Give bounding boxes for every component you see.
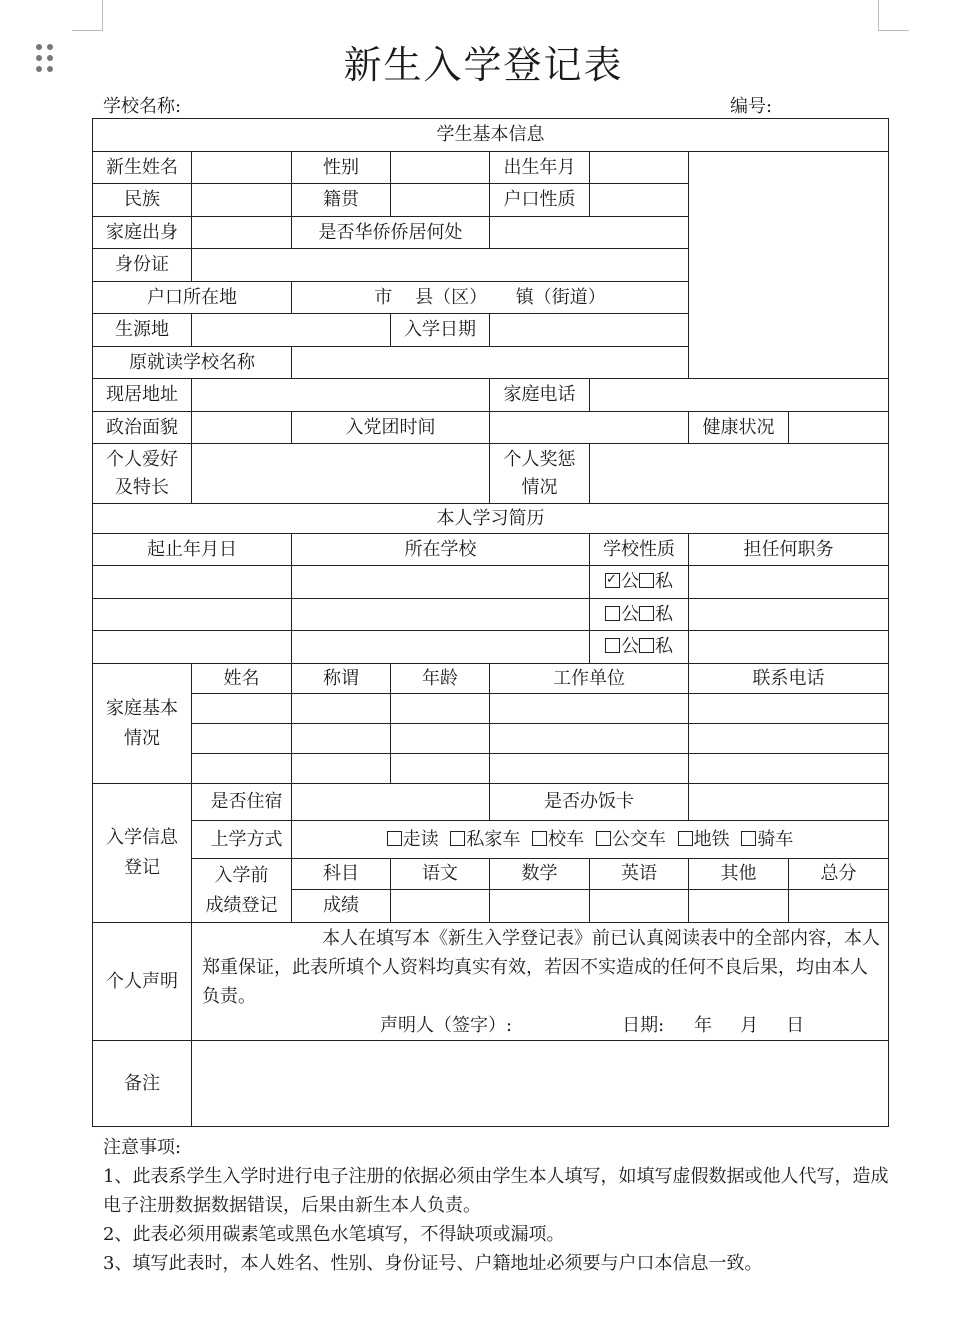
label-gender: 性别: [292, 152, 391, 184]
note-item: 1、此表系学生入学时进行电子注册的依据必须由学生本人填写，如填写虚假数据或他人代写，造成电子注册数据数据错误，后果由新生本人负责。: [103, 1166, 889, 1216]
field-meal-card[interactable]: [689, 784, 889, 821]
signature-field[interactable]: [512, 1011, 622, 1040]
header-position: 担任何职务: [689, 534, 889, 566]
field-study-period[interactable]: [93, 566, 292, 599]
field-age[interactable]: [391, 724, 490, 754]
field-family-name[interactable]: [192, 754, 292, 784]
private-checkbox[interactable]: [639, 606, 654, 621]
field-hobby[interactable]: [192, 444, 490, 504]
field-party-time[interactable]: [490, 412, 689, 444]
field-source[interactable]: [192, 314, 391, 347]
header-workplace: 工作单位: [490, 664, 689, 694]
school-name-label: 学校名称:: [103, 96, 182, 117]
header-contact-phone: 联系电话: [689, 664, 889, 694]
label-enroll-date: 入学日期: [391, 314, 490, 347]
label-family: 家庭基本情况: [93, 664, 192, 784]
field-hukou-location[interactable]: [292, 282, 689, 314]
field-family-name[interactable]: [192, 694, 292, 724]
field-workplace[interactable]: [490, 754, 689, 784]
field-score-chinese[interactable]: [391, 890, 490, 923]
label-boarding: 是否住宿: [192, 784, 292, 821]
declaration-content: [192, 923, 889, 1041]
label-ethnicity: 民族: [93, 184, 192, 217]
subject-chinese: 语文: [391, 859, 490, 890]
school-type-options: 公 私: [590, 599, 689, 631]
field-overseas[interactable]: [490, 217, 689, 249]
field-remarks[interactable]: [192, 1041, 889, 1127]
note-item: 2、此表必须用碳素笔或黑色水笔填写，不得缺项或漏项。: [103, 1224, 565, 1245]
field-family-name[interactable]: [192, 724, 292, 754]
field-id-card[interactable]: [192, 249, 689, 282]
declaration-text: 本人在填写本《新生入学登记表》前已认真阅读表中的全部内容，本人郑重保证，此表所填个人资料均真实有效，若因不实造成的任何不良后果，均由本人负责。: [202, 927, 880, 1007]
field-student-name[interactable]: [192, 152, 292, 184]
signer-label: 声明人（签字）:: [380, 1014, 513, 1036]
photo-area[interactable]: [689, 152, 889, 379]
commute-bus-checkbox[interactable]: [596, 831, 611, 846]
commute-car-checkbox[interactable]: [450, 831, 465, 846]
label-hukou-type: 户口性质: [490, 184, 590, 217]
notes-section: [103, 1133, 893, 1278]
label-hobby: 个人爱好 及特长: [93, 444, 192, 504]
private-checkbox[interactable]: [639, 638, 654, 653]
field-workplace[interactable]: [490, 724, 689, 754]
commute-bike-checkbox[interactable]: [741, 831, 756, 846]
commute-options: 走读 私家车 校车 公交车 地铁 骑车: [292, 821, 889, 859]
field-score-math[interactable]: [490, 890, 590, 923]
label-declaration: 个人声明: [93, 923, 192, 1041]
label-birth: 出生年月: [490, 152, 590, 184]
field-study-school[interactable]: [292, 599, 590, 631]
label-id-card: 身份证: [93, 249, 192, 282]
hukou-county: 县（区）: [415, 286, 488, 308]
header-age: 年龄: [391, 664, 490, 694]
field-score-english[interactable]: [590, 890, 689, 923]
field-health[interactable]: [789, 412, 889, 444]
label-meal-card: 是否办饭卡: [490, 784, 689, 821]
label-home-phone: 家庭电话: [490, 379, 590, 412]
header-school-type: 学校性质: [590, 534, 689, 566]
subject-total: 总分: [789, 859, 889, 890]
hukou-city: 市: [374, 286, 393, 308]
note-item: 3、填写此表时，本人姓名、性别、身份证号、户籍地址必须要与户口本信息一致。: [103, 1253, 763, 1274]
label-overseas: 是否华侨侨居何处: [292, 217, 490, 249]
field-contact-phone[interactable]: [689, 694, 889, 724]
field-political[interactable]: [192, 412, 292, 444]
section-study-history: 本人学习简历: [93, 504, 889, 534]
field-address[interactable]: [192, 379, 490, 412]
field-home-phone[interactable]: [590, 379, 889, 412]
public-checkbox[interactable]: [605, 638, 620, 653]
field-birth[interactable]: [590, 152, 689, 184]
field-relation[interactable]: [292, 694, 391, 724]
public-checkbox[interactable]: [605, 606, 620, 621]
label-health: 健康状况: [689, 412, 789, 444]
header-school: 所在学校: [292, 534, 590, 566]
label-awards: 个人奖惩 情况: [490, 444, 590, 504]
label-enroll-info: 入学信息登记: [93, 784, 192, 923]
label-political: 政治面貌: [93, 412, 192, 444]
commute-walk-checkbox[interactable]: [387, 831, 402, 846]
header-period: 起止年月日: [93, 534, 292, 566]
field-study-period[interactable]: [93, 599, 292, 631]
field-awards[interactable]: [590, 444, 889, 504]
subject-english: 英语: [590, 859, 689, 890]
label-address: 现居地址: [93, 379, 192, 412]
field-workplace[interactable]: [490, 694, 689, 724]
field-hukou-type[interactable]: [590, 184, 689, 217]
date-month: 月: [740, 1014, 759, 1036]
label-party-time: 入党团时间: [292, 412, 490, 444]
field-score-total[interactable]: [789, 890, 889, 923]
label-native-place: 籍贯: [292, 184, 391, 217]
field-relation[interactable]: [292, 724, 391, 754]
notes-heading: 注意事项:: [103, 1137, 182, 1158]
section-basic-info: 学生基本信息: [93, 119, 889, 152]
field-study-school[interactable]: [292, 566, 590, 599]
field-contact-phone[interactable]: [689, 754, 889, 784]
field-relation[interactable]: [292, 754, 391, 784]
school-type-options: ✓公 私: [590, 566, 689, 599]
commute-subway-checkbox[interactable]: [678, 831, 693, 846]
field-enroll-date[interactable]: [490, 314, 689, 347]
label-hukou-location: 户口所在地: [93, 282, 292, 314]
private-checkbox[interactable]: [639, 573, 654, 588]
subject-other: 其他: [689, 859, 789, 890]
public-checkbox[interactable]: [605, 573, 620, 588]
hukou-town: 镇（街道）: [515, 286, 606, 308]
field-prev-school[interactable]: [292, 347, 689, 379]
form-title: 新生入学登记表: [343, 43, 624, 87]
label-family-origin: 家庭出身: [93, 217, 192, 249]
label-score: 成绩: [292, 890, 391, 923]
header-relation: 称谓: [292, 664, 391, 694]
field-gender[interactable]: [391, 152, 490, 184]
page-corner-mark-right: [878, 0, 909, 31]
date-year: 年: [694, 1014, 713, 1036]
field-study-position[interactable]: [689, 566, 889, 599]
field-age[interactable]: [391, 754, 490, 784]
field-family-origin[interactable]: [192, 217, 292, 249]
date-day: 日: [786, 1014, 805, 1036]
header-subject: 科目: [292, 859, 391, 890]
commute-schoolbus-checkbox[interactable]: [532, 831, 547, 846]
field-boarding[interactable]: [292, 784, 490, 821]
field-age[interactable]: [391, 694, 490, 724]
label-remarks: 备注: [93, 1041, 192, 1127]
field-study-position[interactable]: [689, 631, 889, 664]
label-student-name: 新生姓名: [93, 152, 192, 184]
form-number-label: 编号:: [730, 96, 773, 117]
label-pre-scores: 入学前 成绩登记: [192, 859, 292, 923]
label-prev-school: 原就读学校名称: [93, 347, 292, 379]
school-type-options: 公 私: [590, 631, 689, 664]
header-family-name: 姓名: [192, 664, 292, 694]
field-ethnicity[interactable]: [192, 184, 292, 217]
field-score-other[interactable]: [689, 890, 789, 923]
date-label: 日期:: [622, 1014, 665, 1036]
field-study-period[interactable]: [93, 631, 292, 664]
page-corner-mark-left: [72, 0, 103, 31]
field-native-place[interactable]: [391, 184, 490, 217]
label-source: 生源地: [93, 314, 192, 347]
field-study-position[interactable]: [689, 599, 889, 631]
field-contact-phone[interactable]: [689, 724, 889, 754]
registration-form-table: [92, 118, 889, 1127]
subject-math: 数学: [490, 859, 590, 890]
label-commute: 上学方式: [192, 821, 292, 859]
field-study-school[interactable]: [292, 631, 590, 664]
